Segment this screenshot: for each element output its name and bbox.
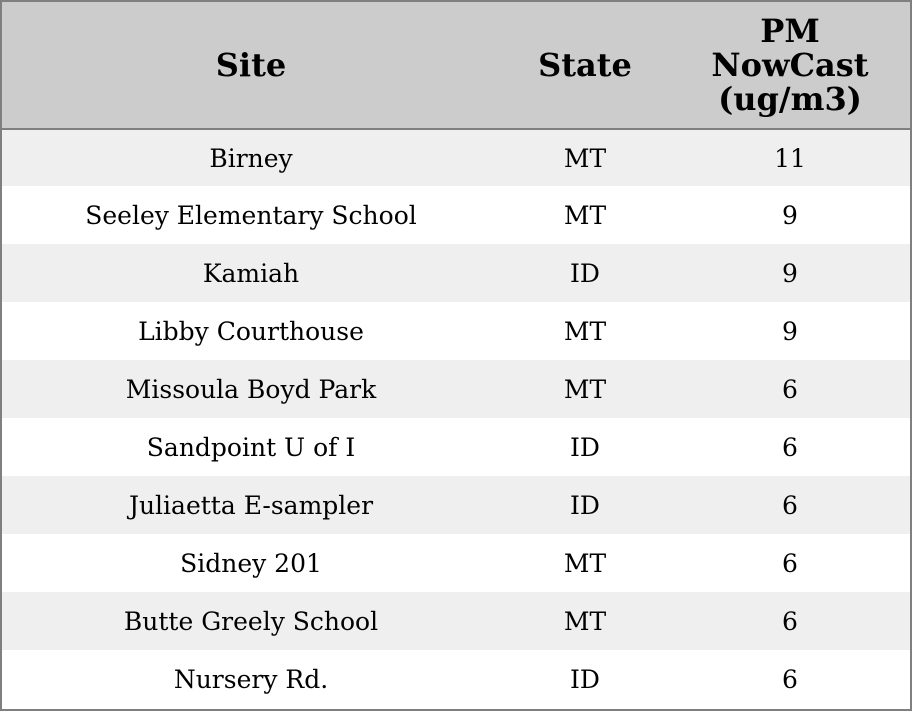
header-site-line: Site (215, 46, 287, 84)
table-row (2, 244, 910, 302)
cell-state: ID (570, 432, 600, 462)
header-state-line: State (538, 46, 632, 84)
table-row (2, 476, 910, 534)
header-pm-line-2: NowCast (711, 46, 869, 84)
cell-pm: 9 (782, 200, 798, 230)
cell-state: ID (570, 664, 600, 694)
cell-site: Libby Courthouse (138, 316, 364, 346)
table-row (2, 592, 910, 650)
table-header (2, 2, 910, 129)
cell-pm: 6 (782, 490, 798, 520)
cell-state: MT (563, 143, 607, 173)
cell-site: Sidney 201 (180, 548, 322, 578)
table-row (2, 650, 910, 708)
cell-state: MT (563, 606, 607, 636)
cell-pm: 6 (782, 548, 798, 578)
table-row (2, 129, 910, 186)
cell-site: Missoula Boyd Park (125, 374, 377, 404)
cell-site: Sandpoint U of I (146, 432, 356, 462)
cell-state: MT (563, 374, 607, 404)
cell-pm: 6 (782, 374, 798, 404)
cell-pm: 6 (782, 606, 798, 636)
cell-state: ID (570, 490, 600, 520)
table-row (2, 186, 910, 244)
cell-site: Juliaetta E-sampler (128, 490, 374, 520)
header-row (2, 2, 910, 129)
cell-pm: 6 (782, 432, 798, 462)
cell-site: Seeley Elementary School (85, 200, 417, 230)
header-pm-line-3: (ug/m3) (718, 80, 862, 118)
cell-pm: 11 (774, 143, 806, 173)
cell-pm: 6 (782, 664, 798, 694)
cell-state: ID (570, 258, 600, 288)
cell-site: Nursery Rd. (173, 664, 329, 694)
header-state (500, 2, 670, 129)
cell-site: Kamiah (202, 258, 300, 288)
header-site (2, 2, 500, 129)
pm-nowcast-table (2, 2, 910, 708)
cell-pm: 9 (782, 316, 798, 346)
cell-pm: 9 (782, 258, 798, 288)
table-row (2, 360, 910, 418)
cell-state: MT (563, 316, 607, 346)
table-row (2, 302, 910, 360)
table-row (2, 418, 910, 476)
cell-site: Birney (209, 143, 293, 173)
table-body (2, 129, 910, 708)
cell-site: Butte Greely School (123, 606, 379, 636)
table-row (2, 534, 910, 592)
cell-state: MT (563, 200, 607, 230)
header-pm-line-1: PM (760, 12, 820, 50)
header-pm-nowcast (670, 2, 910, 129)
cell-state: MT (563, 548, 607, 578)
